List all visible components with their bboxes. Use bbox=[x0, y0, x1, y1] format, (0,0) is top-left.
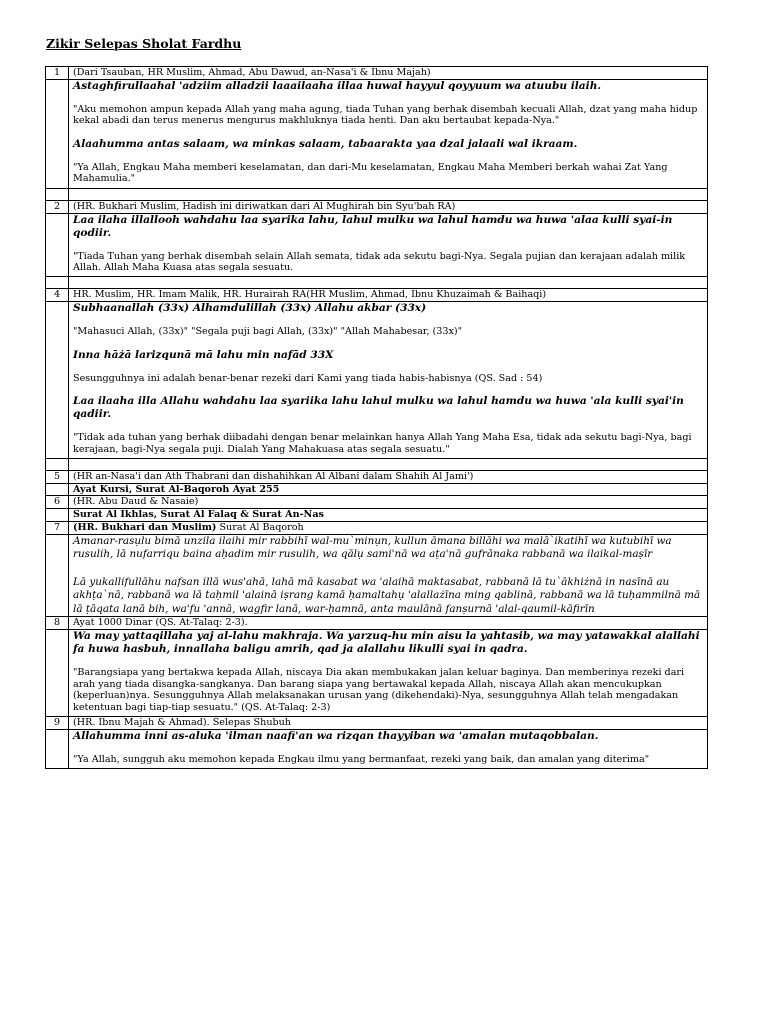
arabic-transliteration: Inna hāżā larizqunā mā lahu min nafād 33X bbox=[73, 348, 334, 361]
row-number: 2 bbox=[46, 200, 69, 213]
row-number: 4 bbox=[46, 289, 69, 302]
table-row bbox=[46, 730, 708, 769]
arabic-transliteration: Astaghfirullaahal 'adziim alladzii laaailaaha illaa huwal hayyul qoyyuum wa atuubu ilaih. bbox=[73, 80, 602, 92]
translation: "Mahasuci Allah, (33x)" "Segala puji bagi Allah, (33x)" "Allah Mahabesar, (33x)" bbox=[73, 326, 463, 338]
row-content bbox=[69, 534, 708, 617]
spacer-row bbox=[46, 277, 708, 289]
arabic-transliteration: Alaahumma antas salaam, wa minkas salaam, tabaarakta yaa dzal jalaali wal ikraam. bbox=[73, 137, 578, 150]
row-content bbox=[69, 730, 708, 769]
table-row bbox=[46, 509, 708, 521]
zikir-table bbox=[45, 66, 708, 769]
table-row bbox=[46, 484, 708, 496]
table-row bbox=[46, 630, 708, 717]
translation: "Ya Allah, sungguh aku memohon kepada Engkau ilmu yang bermanfaat, rezeki yang baik, dan amalan yang diterima" bbox=[73, 754, 650, 765]
translation: "Ya Allah, Engkau Maha memberi keselamatan, dan dari-Mu keselamatan, Engkau Maha Memberi berkah wahai Zat Yang Mahamulia." bbox=[73, 161, 668, 185]
row-number: 5 bbox=[46, 471, 69, 484]
translation: "Aku memohon ampun kepada Allah yang maha agung, tiada Tuhan yang berhak disembah kecuali Allah, dzat yang maha hidup kekal abadi dan terus menerus mengurus makhluknya tiada henti. Dan aku bertaubat kepada-Nya." bbox=[73, 104, 698, 127]
arabic-transliteration: Wa may yattaqillaha yaj al-lahu makhraja. Wa yarzuq-hu min aisu la yahtasib, wa may yatawakkal alallahi fa huwa hasbuh, innallaha baligu amrih, qad ja alallahu likulli syai in qadra. bbox=[73, 630, 700, 656]
row-content bbox=[69, 630, 708, 717]
table-row bbox=[46, 521, 708, 534]
table-row bbox=[46, 200, 708, 213]
row-number: 9 bbox=[46, 717, 69, 730]
table-row bbox=[46, 67, 708, 80]
spacer-row bbox=[46, 188, 708, 200]
table-row bbox=[46, 717, 708, 730]
translation: Sesungguhnya ini adalah benar-benar rezeki dari Kami yang tiada habis-habisnya (QS. Sad : 54) bbox=[73, 372, 543, 384]
row-source: (HR an-Nasa'i dan Ath Thabrani dan dishahihkan Al Albani dalam Shahih Al Jami') bbox=[69, 471, 708, 484]
row-source: (HR. Abu Daud & Nasaie) bbox=[69, 496, 708, 509]
row-source: (HR. Bukhari Muslim, Hadish ini diriwatkan dari Al Mughirah bin Syu'bah RA) bbox=[69, 200, 708, 213]
document-title: Zikir Selepas Sholat Fardhu bbox=[46, 36, 242, 51]
surah-title: Surat Al Ikhlas, Surat Al Falaq & Surat An-Nas bbox=[69, 509, 708, 521]
row-source bbox=[69, 521, 708, 534]
row-number: 7 bbox=[46, 521, 69, 534]
row-source: Ayat 1000 Dinar (QS. At-Talaq: 2-3). bbox=[69, 617, 708, 630]
spacer-row bbox=[46, 459, 708, 471]
table-row bbox=[46, 471, 708, 484]
arabic-transliteration: Amanar-rasụlu bimā unzila ilaihi mir rabbihī wal-mu`minụn, kullun āmana billāhi wa malā`ikatihī wa kutubihī wa rusulih, lā nufarriqu baina aḥadim mir rusulih, wa qālụ sami'nā wa aṭa'nā gufrānaka rabbanā wa ilaikal-maṣīr bbox=[73, 534, 672, 561]
table-row bbox=[46, 80, 708, 189]
surah-title: Ayat Kursi, Surat Al-Baqoroh Ayat 255 bbox=[69, 484, 708, 496]
row-content bbox=[69, 213, 708, 277]
row-source-bold: (HR. Bukhari dan Muslim) bbox=[73, 521, 217, 533]
translation: "Barangsiapa yang bertakwa kepada Allah, niscaya Dia akan membukakan jalan keluar baginya. Dan memberinya rezeki dari arah yang tiada disangka-sangkanya. Dan barang siapa yang bertawakal kepada Allah, niscaya Allah akan mencukupkan (keperluan)nya. Sesungguhnya Allah melaksanakan urusan yang (dikehendaki)-Nya, sesungguhnya Allah telah mengadakan ketentuan bagi tiap-tiap sesuatu." (QS. At-Talaq: 2-3) bbox=[73, 667, 685, 713]
table-row bbox=[46, 617, 708, 630]
arabic-transliteration: Allahumma inni as-aluka 'ilman naafi'an wa rizqan thayyiban wa 'amalan mutaqobbalan. bbox=[73, 730, 599, 742]
translation: "Tidak ada tuhan yang berhak diibadahi dengan benar melainkan hanya Allah Yang Maha Esa, tidak ada sekutu bagi-Nya, bagi kerajaan, bagi-Nya segala puji. Dialah Yang Mahakuasa atas segala sesuatu." bbox=[73, 432, 692, 455]
row-source: (Dari Tsauban, HR Muslim, Ahmad, Abu Dawud, an-Nasa'i & Ibnu Majah) bbox=[69, 67, 708, 80]
translation: "Tiada Tuhan yang berhak disembah selain Allah semata, tidak ada sekutu bagi-Nya. Segala pujian dan kerajaan adalah milik Allah. Allah Maha Kuasa atas segala sesuatu. bbox=[73, 250, 686, 274]
row-content bbox=[69, 302, 708, 459]
row-source: HR. Muslim, HR. Imam Malik, HR. Hurairah RA(HR Muslim, Ahmad, Ibnu Khuzaimah & Baihaqi) bbox=[69, 289, 708, 302]
table-row bbox=[46, 302, 708, 459]
arabic-transliteration: Subhaanallah (33x) Alhamdulillah (33x) Allahu akbar (33x) bbox=[73, 302, 427, 315]
arabic-transliteration: Lā yukallifullāhu nafsan illā wus'ahā, lahā mā kasabat wa 'alaihā maktasabat, rabbanā lā tu`ākhiżnā in nasīnā au akhṭa`nā, rabbanā wa lā taḥmil 'alainā iṣrang kamā ḥamaltahụ 'alallażīna ming qablinā, rabbanā wa lā tuḥammilnā mā lā ṭāqata lanā bih, wa'fu 'annā, wagfir lanā, war-ḥamnā, anta maulānā fanṣurnā 'alal-qaumil-kāfirīn bbox=[73, 575, 701, 615]
table-row bbox=[46, 496, 708, 509]
row-source-rest: Surat Al Baqoroh bbox=[216, 521, 304, 533]
arabic-transliteration: Laa ilaha illallooh wahdahu laa syarika lahu, lahul mulku wa lahul hamdu wa huwa 'alaa kulli syai-in qodiir. bbox=[73, 213, 673, 239]
table-row bbox=[46, 213, 708, 277]
row-source: (HR. Ibnu Majah & Ahmad). Selepas Shubuh bbox=[69, 717, 708, 730]
row-number: 8 bbox=[46, 617, 69, 630]
row-number: 6 bbox=[46, 496, 69, 509]
table-row bbox=[46, 289, 708, 302]
arabic-transliteration: Laa ilaaha illa Allahu wahdahu laa syariika lahu lahul mulku wa lahul hamdu wa huwa 'ala kulli syai'in qadiir. bbox=[73, 395, 684, 421]
row-number: 1 bbox=[46, 67, 69, 80]
row-content bbox=[69, 80, 708, 189]
table-row bbox=[46, 534, 708, 617]
